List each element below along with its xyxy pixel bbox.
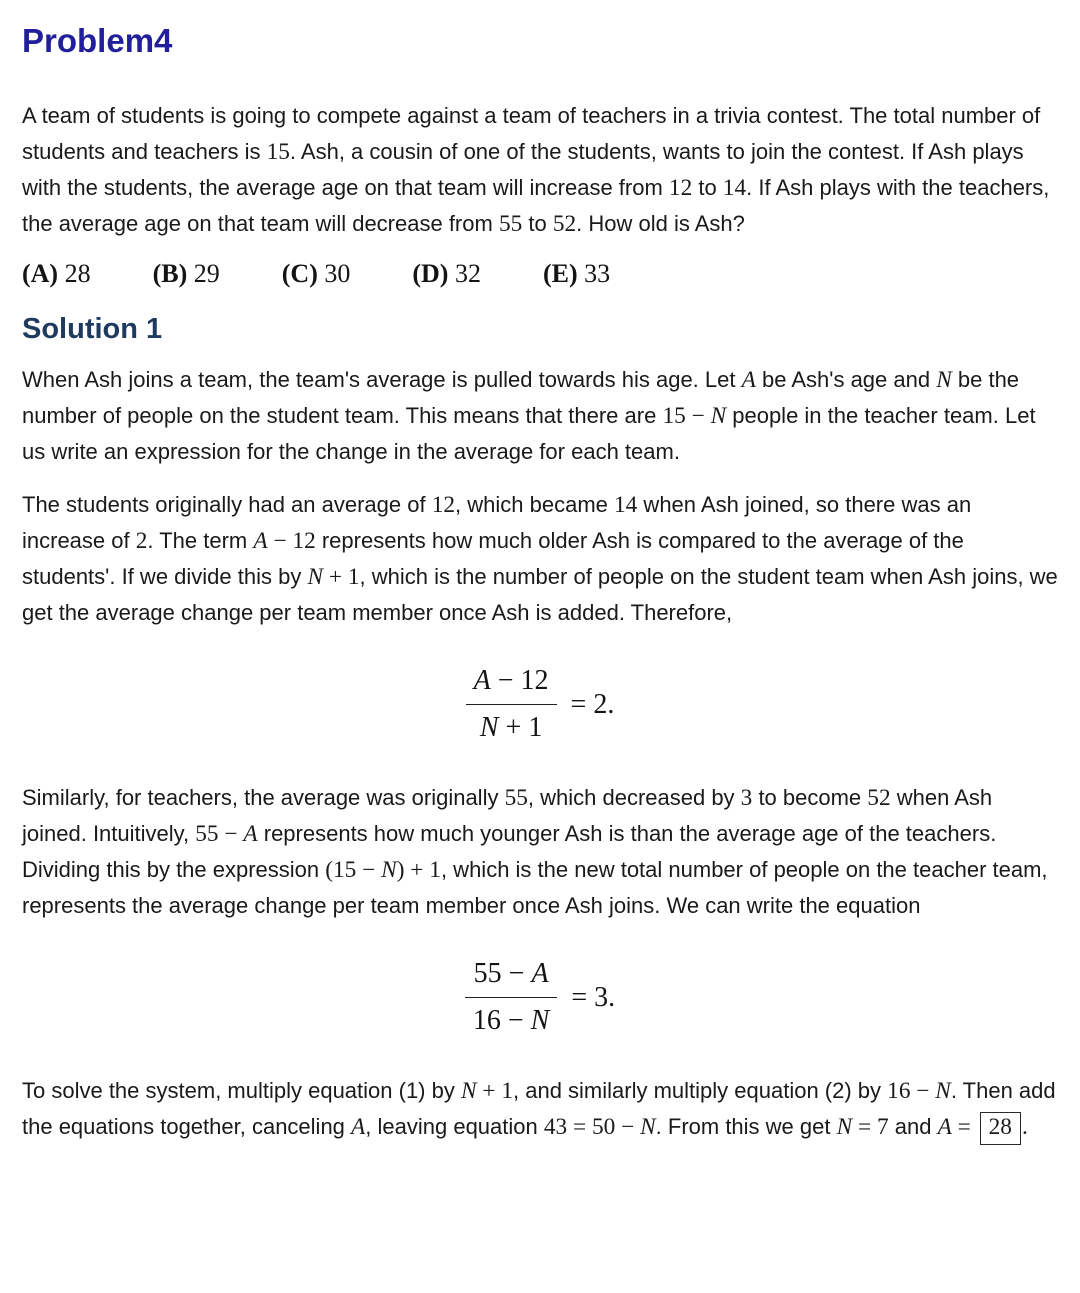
choice-e-value: 33 (584, 259, 611, 288)
text-segment: , leaving equation (365, 1114, 544, 1139)
text-segment: N (381, 857, 397, 883)
text-segment: A (741, 367, 756, 393)
text-segment: 55 − (473, 958, 532, 989)
text-segment: = 3. (571, 981, 616, 1013)
text-segment: . Then add the equations together, canceling (22, 1078, 1056, 1139)
equation-1 (22, 665, 1058, 744)
text-segment: N (935, 1078, 951, 1104)
text-segment: represents how much younger Ash is than the average age of the teachers. Dividing this by the expression (22, 821, 997, 882)
choice-d (412, 259, 481, 289)
text-segment: N (460, 1078, 477, 1104)
text-segment: To solve the system, multiply equation (1) by (22, 1078, 461, 1103)
text-segment: . How old is Ash? (576, 211, 745, 236)
choice-b (153, 259, 220, 289)
text-segment: be Ash's age and (755, 367, 937, 392)
text-segment: = 7 (852, 1114, 889, 1140)
equation-1-rhs (571, 689, 615, 721)
text-segment: 14 (722, 175, 747, 201)
text-segment: 12 (431, 492, 456, 518)
text-segment: 52 (867, 785, 891, 811)
text-segment: + 1 (476, 1078, 513, 1104)
solution-paragraph-2 (22, 487, 1058, 631)
text-segment: . (1021, 1114, 1028, 1140)
text-segment: 55 − (195, 821, 244, 847)
text-segment: Similarly, for teachers, the average was originally (22, 785, 505, 810)
text-segment: − 12 (490, 665, 549, 696)
text-segment: 43 = 50 − (543, 1114, 641, 1140)
text-segment: . The term (147, 528, 254, 553)
text-segment: , which is the number of people on the student team when Ash joins, we get the average change per team member once Ash is added. Therefore, (22, 564, 1058, 625)
equation-2-rhs (571, 982, 615, 1014)
equation-2 (22, 958, 1058, 1037)
text-segment: N (640, 1114, 656, 1140)
boxed-answer: 28 (980, 1112, 1021, 1145)
text-segment: The students originally had an average of (22, 492, 432, 517)
text-segment: N (836, 1114, 853, 1140)
text-segment: 55 (498, 211, 523, 237)
text-segment: A (253, 528, 268, 554)
choice-b-value: 29 (193, 259, 220, 288)
fraction-1-numerator (466, 665, 557, 705)
text-segment: N (479, 712, 499, 743)
choice-a-value: 28 (64, 259, 91, 288)
text-segment: ) + 1 (396, 857, 441, 883)
fraction-1-denominator (466, 705, 557, 744)
choice-a (22, 259, 91, 289)
text-segment: 52 (552, 211, 577, 237)
text-segment: = 2. (570, 688, 615, 720)
text-segment: 3 (740, 785, 753, 811)
text-segment: A (473, 665, 491, 696)
text-segment: , which became (455, 492, 614, 517)
choice-d-value: 32 (454, 259, 481, 288)
solution-paragraph-3 (22, 780, 1058, 924)
text-segment: . Ash, a cousin of one of the students, wants to join the contest. If Ash plays with the students, the average age on that team will increase from (22, 139, 1024, 200)
choice-c-value: 30 (324, 259, 351, 288)
text-segment: 16 − (887, 1078, 936, 1104)
choice-c-label: (C) (281, 259, 318, 288)
text-segment: A (531, 958, 549, 989)
text-segment: + 1 (323, 564, 360, 590)
solution-paragraph-4 (22, 1073, 1058, 1145)
text-segment: 14 (614, 492, 638, 518)
text-segment: 12 (668, 175, 693, 201)
problem-title: Problem4 (22, 22, 173, 59)
text-segment: (15 − (325, 857, 382, 883)
text-segment: . From this we get (655, 1114, 837, 1139)
text-segment: when Ash joined. Intuitively, (22, 785, 993, 846)
text-segment: , which decreased by (527, 785, 741, 810)
text-segment: A (243, 821, 258, 847)
choice-d-label: (D) (412, 259, 449, 288)
text-segment: A (937, 1114, 952, 1140)
text-segment: N (530, 1005, 550, 1036)
fraction-2 (465, 958, 557, 1037)
text-segment: and (888, 1114, 938, 1139)
text-segment: 15 − (662, 403, 711, 429)
text-segment: to (692, 175, 723, 200)
choice-e-label: (E) (542, 259, 578, 288)
text-segment: 16 − (472, 1005, 531, 1036)
choice-c (282, 259, 351, 289)
text-segment: , which is the new total number of people on the teacher team, represents the average change per team member once Ash joins. We can write the equation (22, 857, 1048, 918)
fraction-2-denominator (465, 998, 557, 1037)
text-segment: − 12 (267, 528, 316, 554)
fraction-1 (466, 665, 557, 744)
text-segment: 15 (266, 139, 290, 165)
text-segment: when Ash joined, so there was an increase of (22, 492, 972, 553)
text-segment: 55 (504, 785, 528, 811)
text-segment: N (936, 367, 952, 393)
solution-title: Solution 1 (22, 313, 163, 345)
solution-paragraph-1 (22, 362, 1058, 470)
text-segment: to (522, 211, 553, 236)
text-segment: + 1 (498, 712, 543, 743)
text-segment: A (351, 1114, 366, 1140)
fraction-2-numerator (465, 958, 557, 998)
text-segment: A team of students is going to compete against a team of teachers in a trivia contest. The total number of students and teachers is (22, 103, 1041, 164)
choice-b-label: (B) (152, 259, 188, 288)
text-segment: be the number of people on the student team. This means that there are (22, 367, 1020, 428)
answer-choices-row (22, 259, 1058, 289)
text-segment: 2 (135, 528, 148, 554)
text-segment: people in the teacher team. Let us write an expression for the change in the average for each team. (22, 403, 1036, 464)
choice-e (543, 259, 610, 289)
text-segment: N (710, 403, 727, 429)
text-segment: When Ash joins a team, the team's average is pulled towards his age. Let (22, 367, 742, 392)
text-segment: N (307, 564, 324, 590)
choice-a-label: (A) (22, 259, 59, 288)
text-segment: represents how much older Ash is compared to the average of the students'. If we divide this by (22, 528, 964, 589)
text-segment: . If Ash plays with the teachers, the average age on that team will decrease from (22, 175, 1050, 236)
text-segment: to become (752, 785, 868, 810)
text-segment: , and similarly multiply equation (2) by (513, 1078, 888, 1103)
text-segment: = (951, 1114, 977, 1140)
problem-statement (22, 98, 1058, 242)
